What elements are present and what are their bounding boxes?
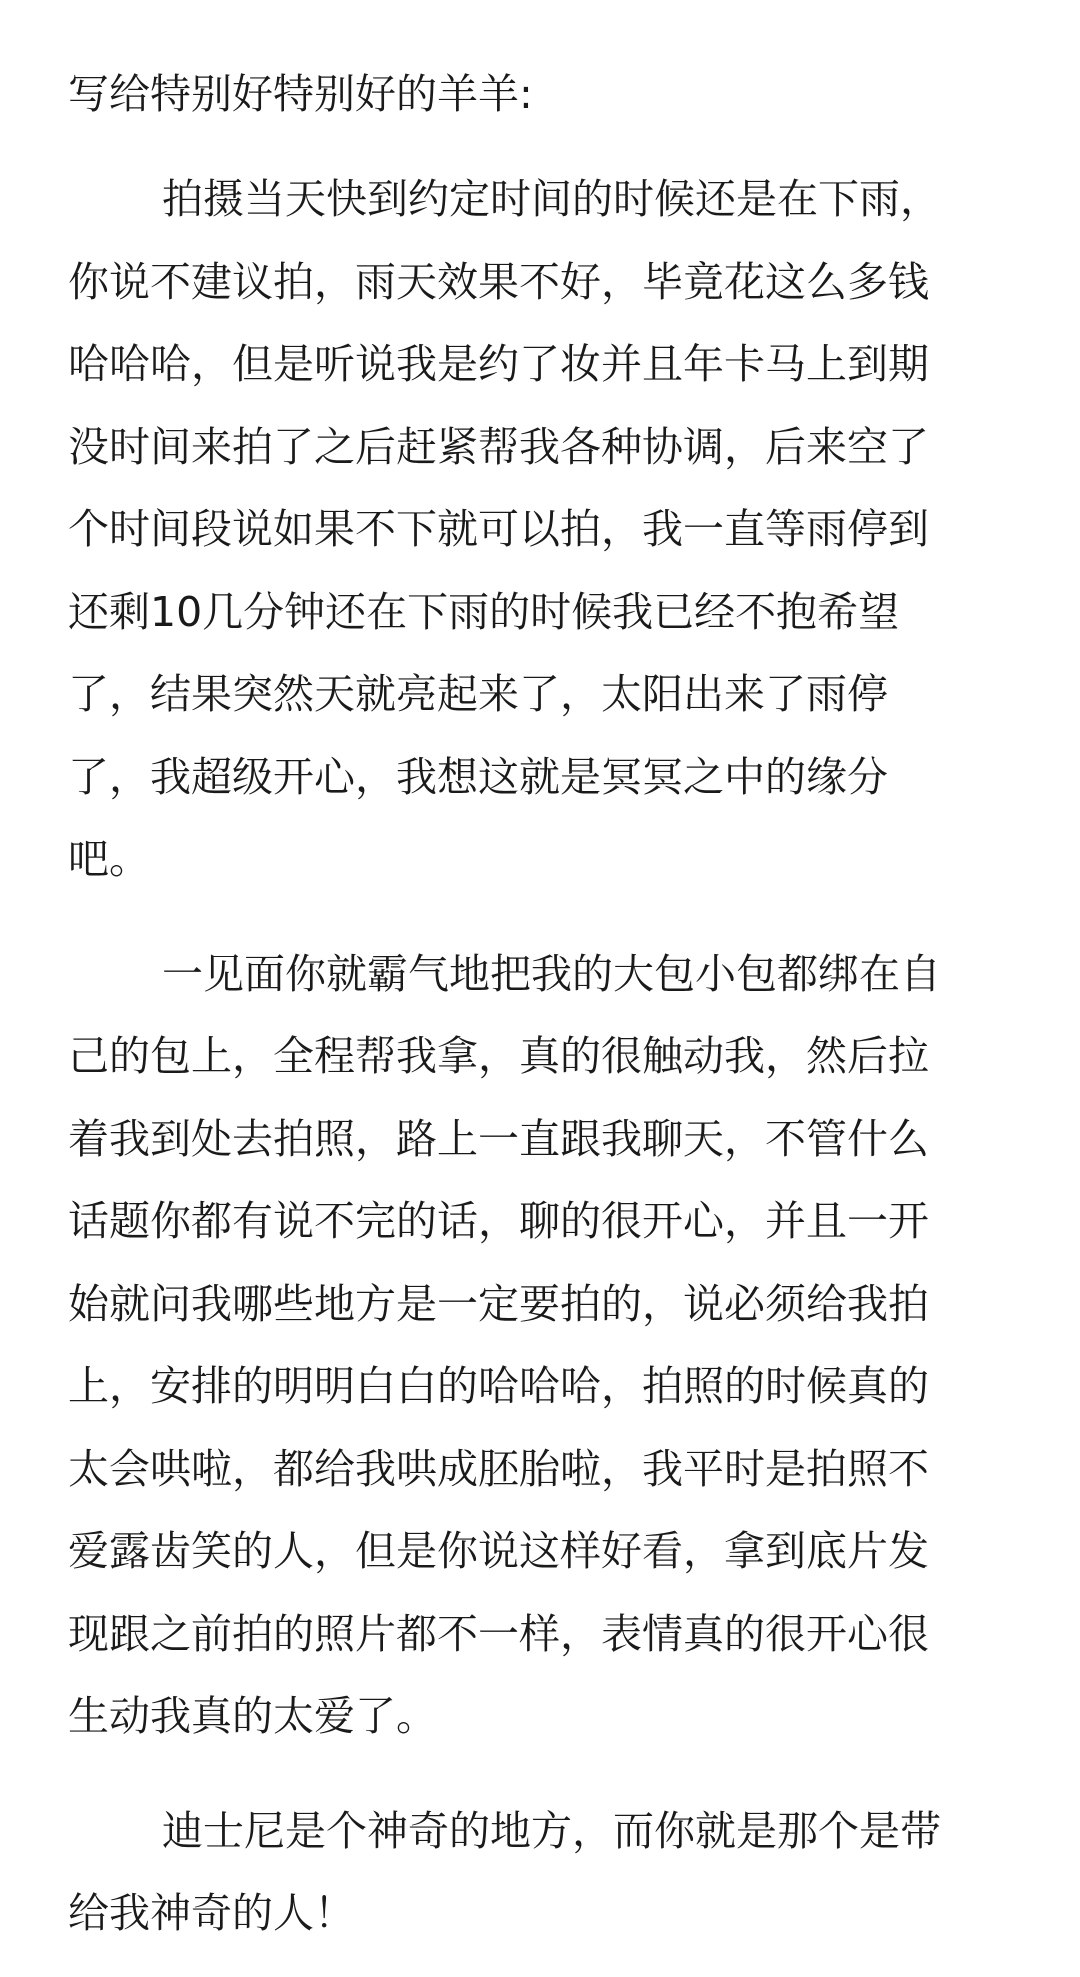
text-line: 迪士尼是个神奇的地方，而你就是那个是带 — [162, 1806, 941, 1855]
text-line: 哈哈哈，但是听说我是约了妆并且年卡马上到期 — [68, 340, 929, 388]
text-line: 个时间段说如果不下就可以拍，我一直等雨停到 — [68, 505, 929, 553]
text-line: 着我到处去拍照，路上一直跟我聊天，不管什么 — [68, 1114, 929, 1163]
text-line: 给我神奇的人！ — [68, 1889, 355, 1937]
text-line: 话题你都有说不完的话，聊的很开心，并且一开 — [68, 1197, 929, 1245]
text-line: 还剩10几分钟还在下雨的时候我已经不抱希望 — [68, 587, 900, 636]
paragraph-2 — [68, 933, 1020, 1758]
text-line: 现跟之前拍的照片都不一样，表情真的很开心很 — [68, 1609, 929, 1658]
text-line: 拍摄当天快到约定时间的时候还是在下雨， — [162, 175, 941, 223]
text-line: 了，我超级开心，我想这就是冥冥之中的缘分 — [68, 752, 888, 801]
text-line: 己的包上，全程帮我拿，真的很触动我，然后拉 — [68, 1032, 929, 1080]
text-line: 了，结果突然天就亮起来了，太阳出来了雨停 — [68, 670, 888, 718]
text-line: 一见面你就霸气地把我的大包小包都绑在自 — [162, 949, 941, 998]
letter-greeting: 写给特别好特别好的羊羊: — [68, 70, 533, 118]
text-line: 爱露齿笑的人，但是你说这样好看，拿到底片发 — [68, 1527, 929, 1575]
paragraph-3 — [68, 1790, 1020, 1955]
text-line: 始就问我哪些地方是一定要拍的，说必须给我拍 — [68, 1279, 929, 1328]
text-line: 上，安排的明明白白的哈哈哈，拍照的时候真的 — [68, 1362, 929, 1410]
text-line: 没时间来拍了之后赶紧帮我各种协调，后来空了 — [68, 422, 929, 471]
text-line: 吧。 — [68, 835, 150, 883]
text-line: 生动我真的太爱了。 — [68, 1692, 437, 1740]
text-line: 你说不建议拍，雨天效果不好，毕竟花这么多钱 — [68, 257, 929, 306]
text-line: 太会哄啦，都给我哄成胚胎啦，我平时是拍照不 — [68, 1444, 929, 1493]
paragraph-1 — [68, 158, 1020, 901]
